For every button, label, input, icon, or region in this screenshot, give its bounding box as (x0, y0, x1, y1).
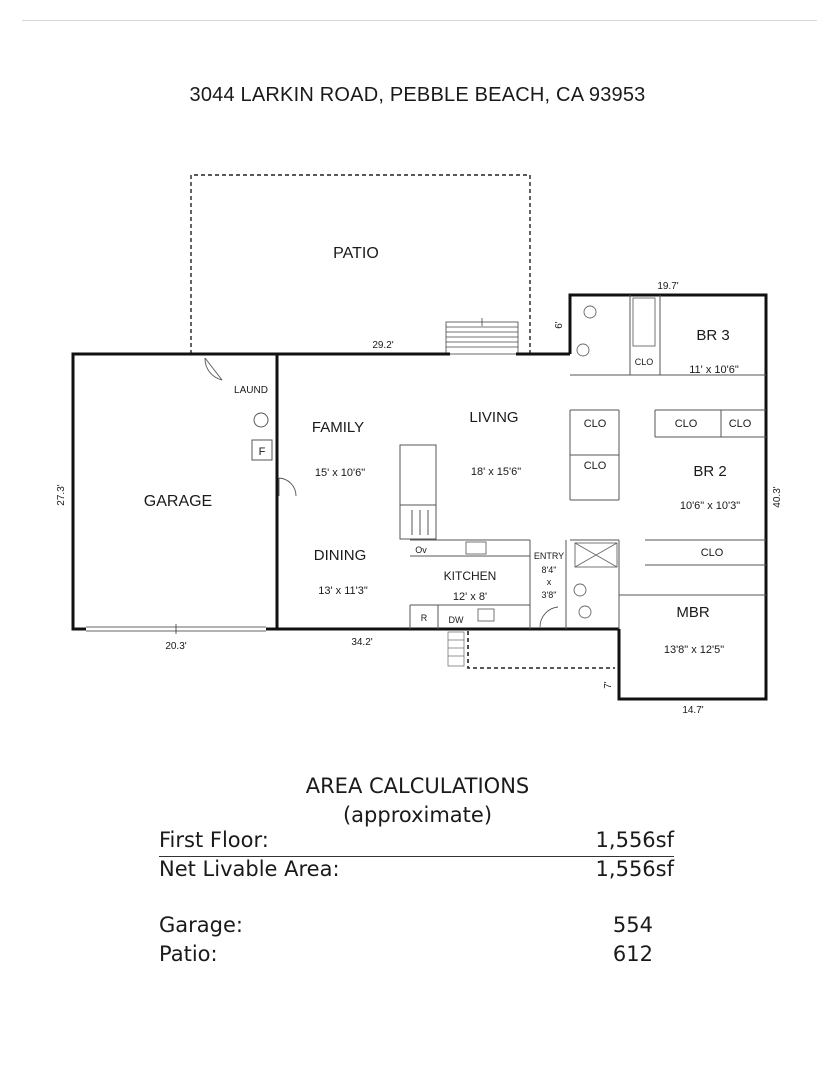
closet-label-d: CLO (728, 418, 752, 430)
garage-row (159, 913, 653, 941)
br3-closet-label: CLO (634, 357, 654, 367)
closet-label-b: CLO (583, 460, 607, 472)
br3-dimensions: 11' x 10'6" (689, 364, 739, 376)
entry-dimension-2: x (546, 577, 552, 587)
patio-area-label: Patio: (159, 942, 218, 966)
dim-right-side: 40.3' (772, 486, 783, 508)
front-porch (468, 631, 615, 668)
garage-label: GARAGE (143, 493, 213, 510)
oven-label: Ov (415, 545, 427, 555)
family-label: FAMILY (311, 419, 365, 436)
br2-label: BR 2 (693, 463, 727, 480)
br3-label: BR 3 (696, 327, 730, 344)
dim-mbr-bottom: 14.7' (682, 705, 704, 716)
mbr-label: MBR (676, 604, 710, 621)
dining-label: DINING (313, 547, 367, 564)
entry-dimension-1: 8'4" (541, 565, 557, 575)
dining-dimensions: 13' x 11'3" (318, 585, 368, 597)
property-address: 3044 LARKIN ROAD, PEBBLE BEACH, CA 93953 (189, 84, 646, 106)
net-livable-row (159, 857, 674, 885)
living-label: LIVING (469, 409, 519, 426)
br2-dimensions: 10'6" x 10'3" (679, 500, 741, 512)
garage-area-label: Garage: (159, 913, 243, 937)
kitchen-dimensions: 12' x 8' (452, 591, 488, 603)
first-floor-label: First Floor: (159, 828, 269, 852)
door-swings (205, 358, 558, 627)
entry-label: ENTRY (533, 551, 565, 561)
kitchen-label: KITCHEN (443, 569, 497, 583)
laundry-label: LAUND (234, 385, 268, 396)
mbr-dimensions: 13'8" x 12'5" (663, 644, 725, 656)
dim-house-front: 34.2' (351, 637, 373, 648)
dim-br3-top: 19.7' (657, 281, 679, 292)
patio-area-value: 612 (612, 942, 653, 966)
mbr-closet-label: CLO (700, 547, 724, 559)
net-livable-value: 1,556sf (595, 857, 674, 881)
garage-door (86, 624, 266, 634)
garage-area-value: 554 (612, 913, 653, 937)
patio-steps (446, 318, 518, 354)
dim-patio-width: 29.2' (372, 340, 394, 351)
entry-dimension-3: 3'8" (541, 590, 557, 600)
family-dimensions: 15' x 10'6" (314, 467, 366, 479)
net-livable-label: Net Livable Area: (159, 857, 340, 881)
first-floor-row (159, 828, 674, 857)
dim-br3-jog: 6' (554, 321, 565, 329)
area-title: AREA CALCULATIONS (305, 774, 530, 798)
porch-steps (448, 632, 464, 666)
dim-garage-depth: 27.3' (56, 484, 67, 506)
dim-mbr-jog: 7' (603, 681, 614, 689)
patio-label: PATIO (333, 245, 379, 262)
fridge-label: R (420, 613, 428, 623)
interior-walls (252, 295, 766, 629)
dim-garage-width: 20.3' (165, 641, 187, 652)
first-floor-value: 1,556sf (595, 828, 674, 852)
patio-row (159, 942, 653, 970)
area-subtitle: (approximate) (342, 803, 493, 827)
closet-label-a: CLO (583, 418, 607, 430)
dishwasher-label: DW (448, 615, 464, 625)
laundry-furnace-label: F (258, 446, 266, 458)
closet-label-c: CLO (674, 418, 698, 430)
living-dimensions: 18' x 15'6" (470, 466, 522, 478)
